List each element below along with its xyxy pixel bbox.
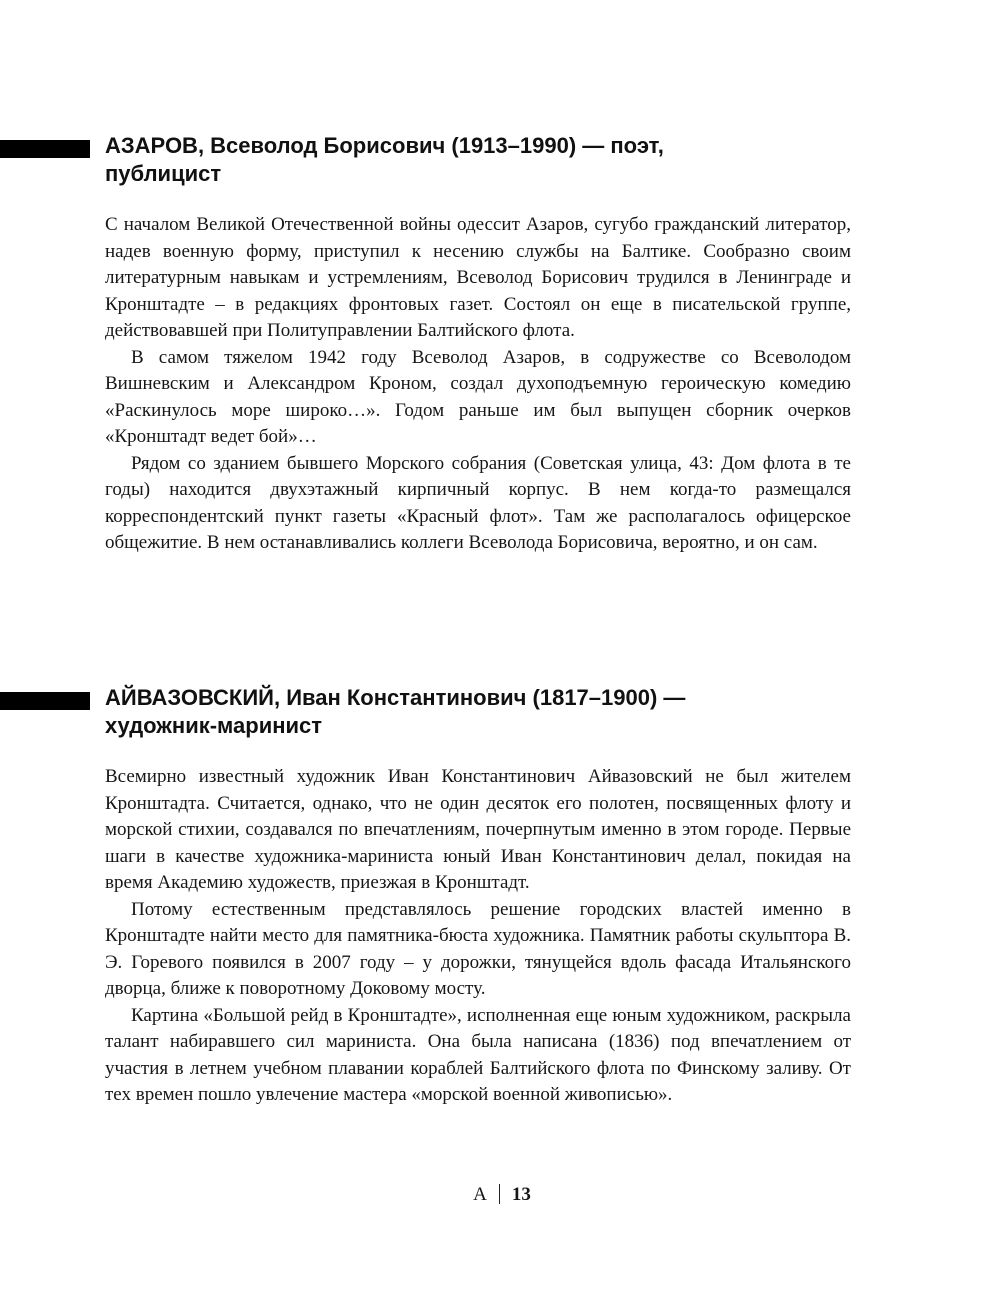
entry-body xyxy=(105,212,851,557)
entry-marker-bar xyxy=(0,692,90,710)
section-letter: А xyxy=(473,1184,487,1205)
entry-marker-bar xyxy=(0,140,90,158)
page-number: 13 xyxy=(511,1184,531,1205)
body-paragraph: Всемирно известный художник Иван Константинович Айвазовский не был жителем Кронштадта. Считается, однако, что не один десяток его полотен, посвященных флоту и морской стихии, создавался по впечатлениям, почерпнутым именно в этом городе. Первые шаги в качестве художника-мариниста юный Иван Константинович делал, покидая на время Академию художеств, приезжая в Кронштадт. xyxy=(105,766,851,893)
body-paragraph: Картина «Большой рейд в Кронштадте», исполненная еще юным художником, раскрыла талант набиравшего сил мариниста. Она была написана (1836) под впечатлением от участия в летнем учебном плавании кораблей Балтийского флота по Финскому заливу. От тех времен пошло увлечение мастера «морской военной живописью». xyxy=(105,1004,851,1105)
body-paragraph: С началом Великой Отечественной войны одессит Азаров, сугубо гражданский литератор, надев военную форму, приступил к несению службы на Балтике. Сообразно своим литературным навыкам и устремлениям, Всеволод Борисович трудился в Ленинграде и Кронштадте – в редакциях фронтовых газет. Состоял он еще в писательской группе, действовавшей при Политуправлении Балтийского флота. xyxy=(105,214,851,341)
folio-divider xyxy=(499,1184,500,1204)
entry-heading xyxy=(105,132,865,188)
body-paragraph: Потому естественным представлялось решение городских властей именно в Кронштадте найти место для памятника-бюста художника. Памятник работы скульптора В. Э. Горевого появился в 2007 году – у дорожки, тянущейся вдоль фасада Итальянского дворца, ближе к поворотному Доковому мосту. xyxy=(105,898,851,999)
entry-heading xyxy=(105,684,865,740)
page-footer xyxy=(0,1183,986,1207)
entry-body xyxy=(105,764,851,1109)
body-paragraph: Рядом со зданием бывшего Морского собрания (Советская улица, 43: Дом флота в те годы) находится двухэтажный кирпичный корпус. В нем когда-то размещался корреспондентский пункт газеты «Красный флот». Там же располагалось офицерское общежитие. В нем останавливались коллеги Всеволода Борисовича, вероятно, и он сам. xyxy=(105,452,851,553)
entry-heading-line-1: АЙВАЗОВСКИЙ, Иван Константинович (1817–1900) — xyxy=(105,685,686,710)
entry-heading-line-1: АЗАРОВ, Всеволод Борисович (1913–1990) — поэт, xyxy=(105,133,664,158)
body-paragraph: В самом тяжелом 1942 году Всеволод Азаров, в содружестве со Всеволодом Вишневским и Александром Кроном, создал духоподъемную героическую комедию «Раскинулось море широко…». Годом раньше им был выпущен сборник очерков «Кронштадт ведет бой»… xyxy=(105,346,851,447)
entry-heading-line-2: художник-маринист xyxy=(105,713,323,738)
entry-heading-line-2: публицист xyxy=(105,161,222,186)
